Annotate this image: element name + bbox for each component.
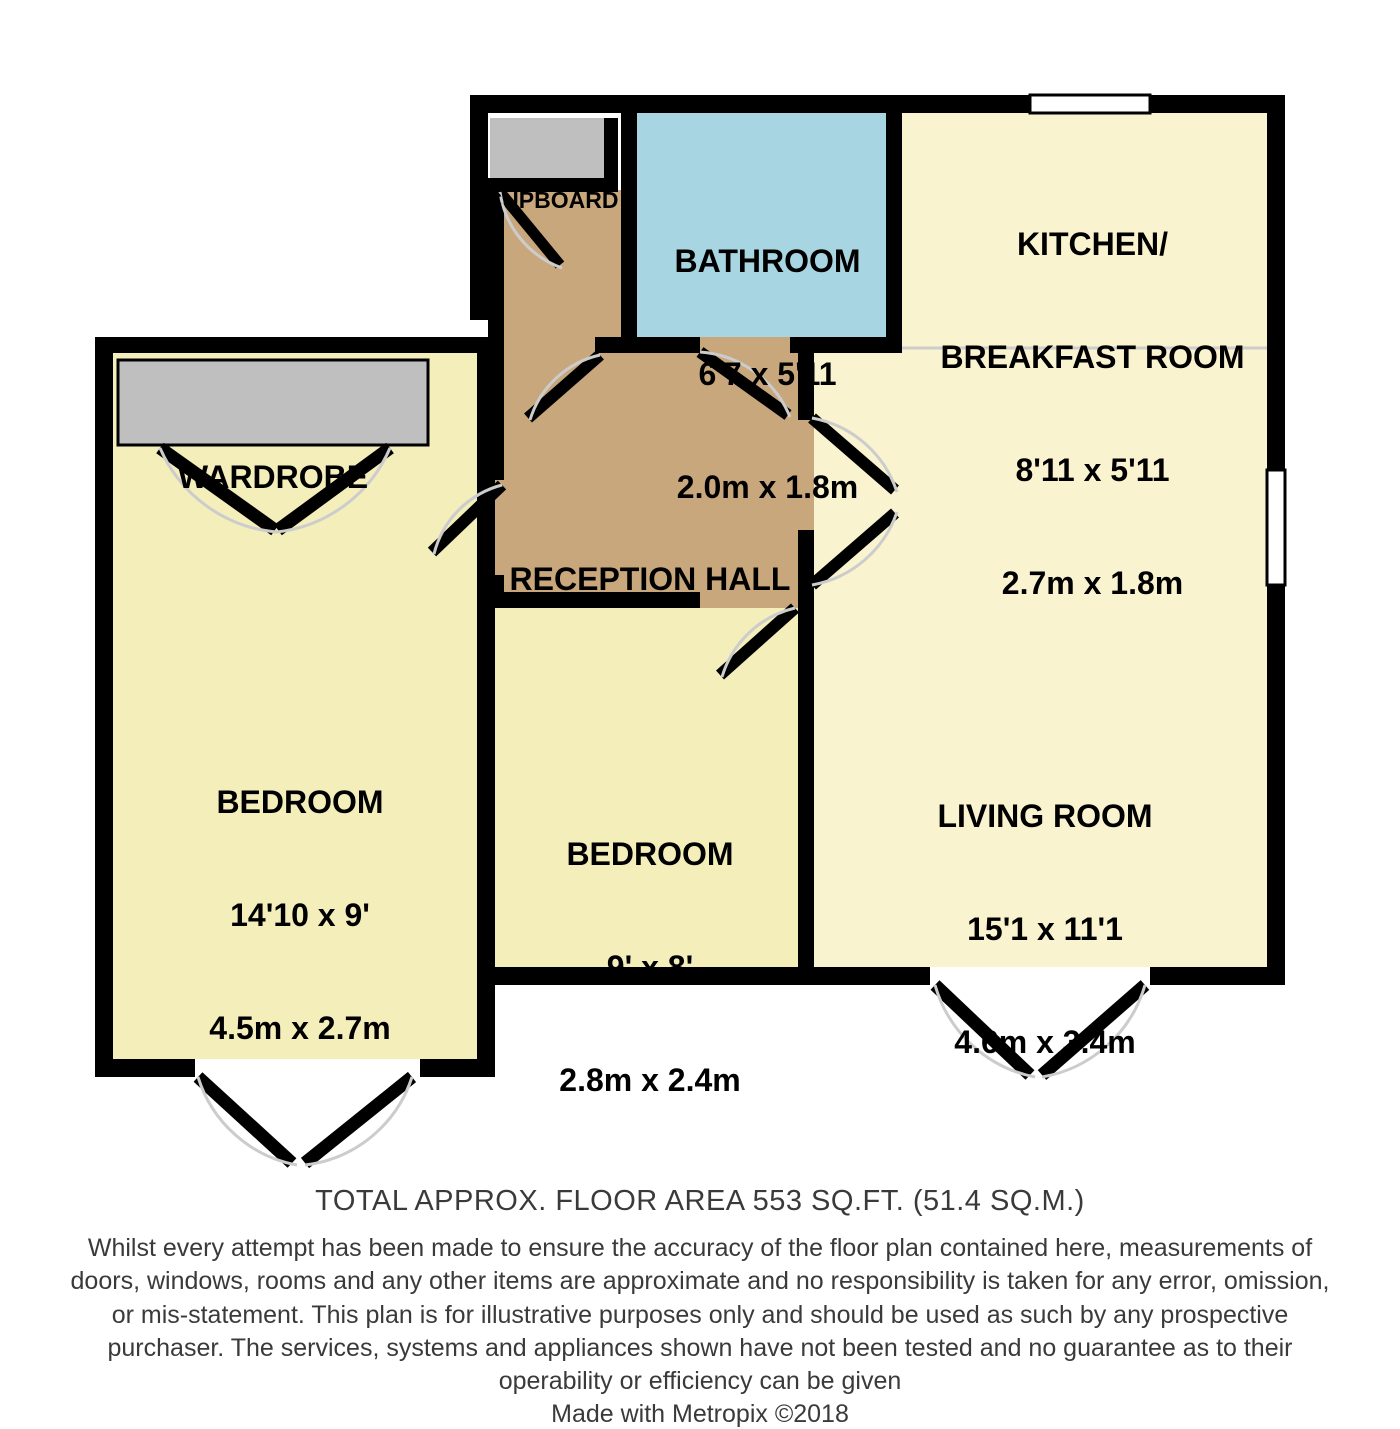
- bedroom-main-door-left: [198, 1077, 292, 1163]
- bedroom-second-name: BEDROOM: [566, 835, 734, 872]
- wall-cupboard-right: [604, 118, 618, 192]
- bedroom-main-imperial: 14'10 x 9': [230, 896, 370, 933]
- wall-bathroom-left: [621, 113, 637, 353]
- reception-hall-name: RECEPTION HALL: [509, 560, 791, 597]
- bedroom-main-door-right: [305, 1077, 412, 1163]
- bathroom-imperial: 6'7 x 5'11: [698, 355, 837, 392]
- wall-top: [470, 95, 1285, 113]
- cupboard-name: CUPBOARD: [485, 187, 619, 214]
- kitchen-name-line2: BREAKFAST ROOM: [940, 338, 1245, 375]
- kitchen-name-line1: KITCHEN/: [1016, 225, 1169, 262]
- wall-bedroom-second-right: [798, 600, 814, 982]
- door-opening-living-bottom: [930, 967, 1150, 985]
- door-opening-bathroom: [700, 337, 790, 353]
- total-floor-area: TOTAL APPROX. FLOOR AREA 553 SQ.FT. (51.4 SQ.M.): [315, 1185, 1085, 1217]
- bathroom-metric: 2.0m x 1.8m: [676, 469, 859, 505]
- window-living-right: [1267, 470, 1285, 585]
- wall-upper-left: [470, 95, 488, 320]
- bedroom-main-metric: 4.5m x 2.7m: [209, 1010, 391, 1046]
- disclaimer-text: Whilst every attempt has been made to ensure the accuracy of the floor plan contained here, measurements of doors, windows, rooms and any other items are approximate and no responsibility is taken for any error, omission, or mis-statement. This plan is for illustrative purposes only and should be used as such by any prospective purchaser. The services, systems and appliances shown have not been tested and no guarantee as to their operability or efficiency can be given: [70, 1234, 1330, 1395]
- kitchen-imperial: 8'11 x 5'11: [1015, 452, 1170, 488]
- made-with-credit: Made with Metropix ©2018: [551, 1400, 849, 1429]
- cupboard-fill: [490, 118, 615, 178]
- wall-cupboard-bottom: [488, 178, 618, 192]
- living-room-imperial: 15'1 x 11'1: [967, 910, 1123, 947]
- kitchen-fill: [900, 100, 1285, 350]
- french-door-left: [935, 985, 1030, 1075]
- wall-bedroom-second-bottom: [477, 967, 817, 985]
- bathroom-fill: [635, 100, 900, 345]
- wardrobe-fill: [118, 360, 428, 445]
- french-door-right: [1042, 985, 1145, 1075]
- bedroom-second-fill: [488, 600, 813, 980]
- bathroom-name: BATHROOM: [674, 242, 861, 279]
- wardrobe-name: WARDROBE: [177, 458, 369, 495]
- door-opening-bedroom-second: [700, 592, 798, 608]
- kitchen-metric: 2.7m x 1.8m: [1001, 565, 1184, 602]
- bedroom-main-name: BEDROOM: [216, 783, 384, 820]
- door-opening-living: [798, 420, 814, 530]
- bedroom-second-imperial: 9' x 8': [606, 948, 694, 985]
- window-bedroom-main-bottom: [195, 1059, 420, 1077]
- window-kitchen-top: [1030, 95, 1150, 113]
- wall-bathroom-right: [886, 113, 902, 353]
- footer: [0, 1185, 1400, 1429]
- living-room-metric: 4.6m x 3.4m: [954, 1024, 1136, 1060]
- bedroom-second-metric: 2.8m x 2.4m: [559, 1062, 741, 1098]
- wall-bedroom-main-right: [477, 337, 495, 1077]
- wall-bedroom-main-top: [95, 337, 495, 353]
- wall-bedroom-main-left: [95, 337, 113, 1077]
- living-room-name: LIVING ROOM: [937, 797, 1153, 834]
